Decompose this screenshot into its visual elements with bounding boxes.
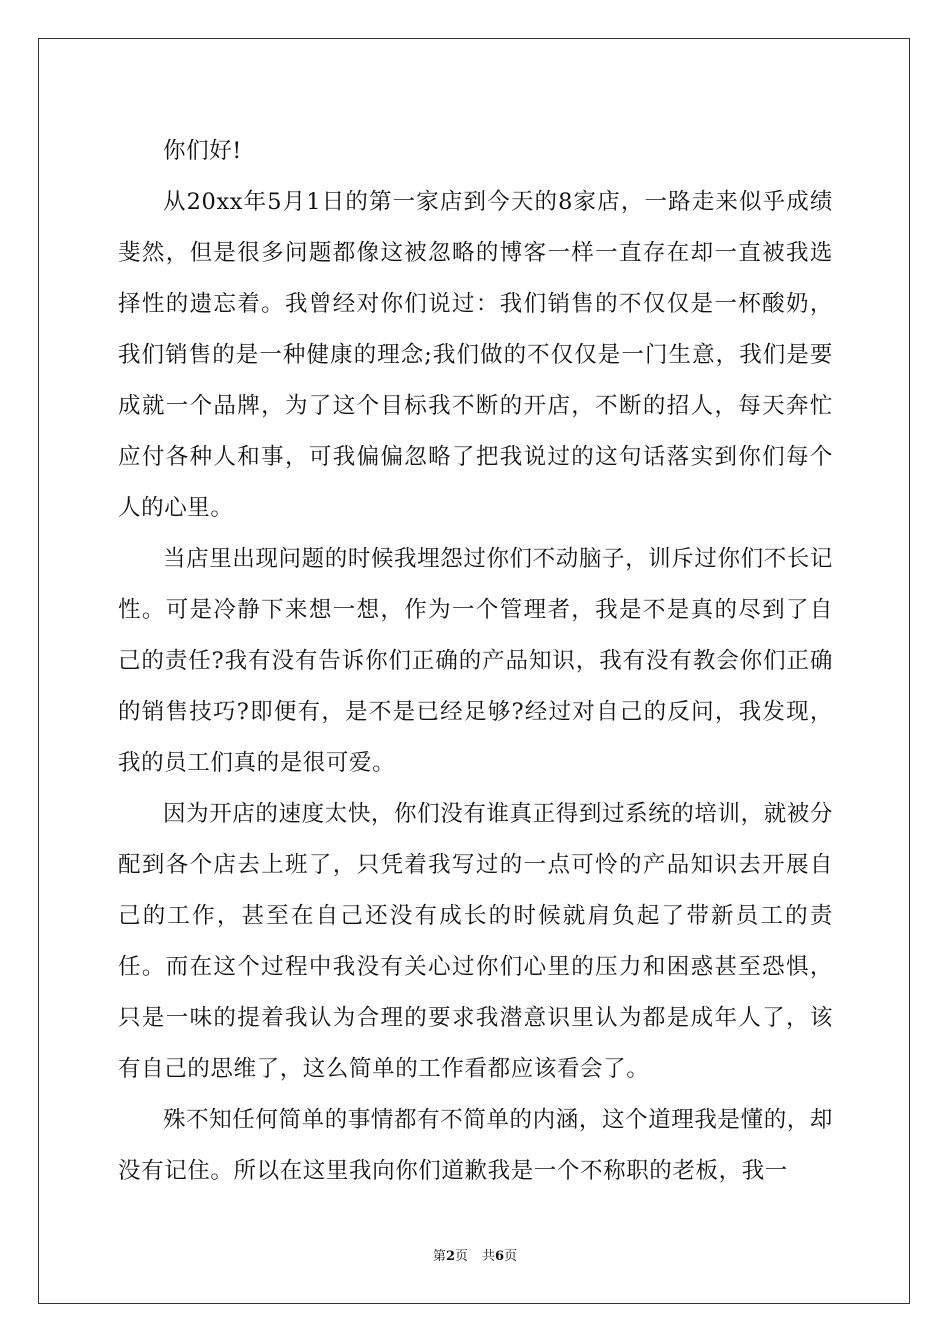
paragraph-3: 因为开店的速度太快，你们没有谁真正得到过系统的培训，就被分配到各个店去上班了，只凭着我写过的一点可怜的产品知识去开展自己的工作，甚至在自己还没有成长的时候就肩负起了带新员工的责任。而在这个过程中我没有关心过你们心里的压力和困惑甚至恐惧，只是一味的提着我认为合理的要求我潜意识里认为都是成年人了，该有自己的思维了，这么简单的工作看都应该看会了。 xyxy=(118,801,833,1082)
page-prefix: 第 xyxy=(432,1249,446,1264)
paragraph-1: 从20xx年5月1日的第一家店到今天的8家店，一路走来似乎成绩斐然，但是很多问题都像这被忽略的博客一样一直存在却一直被我选择性的遗忘着。我曾经对你们说过：我们销售的不仅仅是一杯酸奶，我们销售的是一种健康的理念;我们做的不仅仅是一门生意，我们是要成就一个品牌，为了这个目标我不断的开店，不断的招人，每天奔忙应付各种人和事，可我偏偏忽略了把我说过的这句话落实到你们每个人的心里。 xyxy=(118,189,833,521)
document-body xyxy=(118,126,833,1197)
total-unit: 页 xyxy=(504,1249,518,1264)
total-prefix: 共 xyxy=(482,1249,496,1264)
page-total: 6 xyxy=(495,1249,505,1264)
paragraph-2: 当店里出现问题的时候我埋怨过你们不动脑子，训斥过你们不长记性。可是冷静下来想一想，作为一个管理者，我是不是真的尽到了自己的责任?我有没有告诉你们正确的产品知识，我有没有教会你们正确的销售技巧?即便有，是不是已经足够?经过对自己的反问，我发现，我的员工们真的是很可爱。 xyxy=(118,546,833,776)
page-unit: 页 xyxy=(454,1249,468,1264)
page-footer xyxy=(0,1248,950,1266)
page-current: 2 xyxy=(445,1249,455,1264)
paragraph-4: 殊不知任何简单的事情都有不简单的内涵，这个道理我是懂的，却没有记住。所以在这里我向你们道歉我是一个不称职的老板，我一 xyxy=(118,1107,833,1184)
greeting: 你们好! xyxy=(163,138,242,164)
